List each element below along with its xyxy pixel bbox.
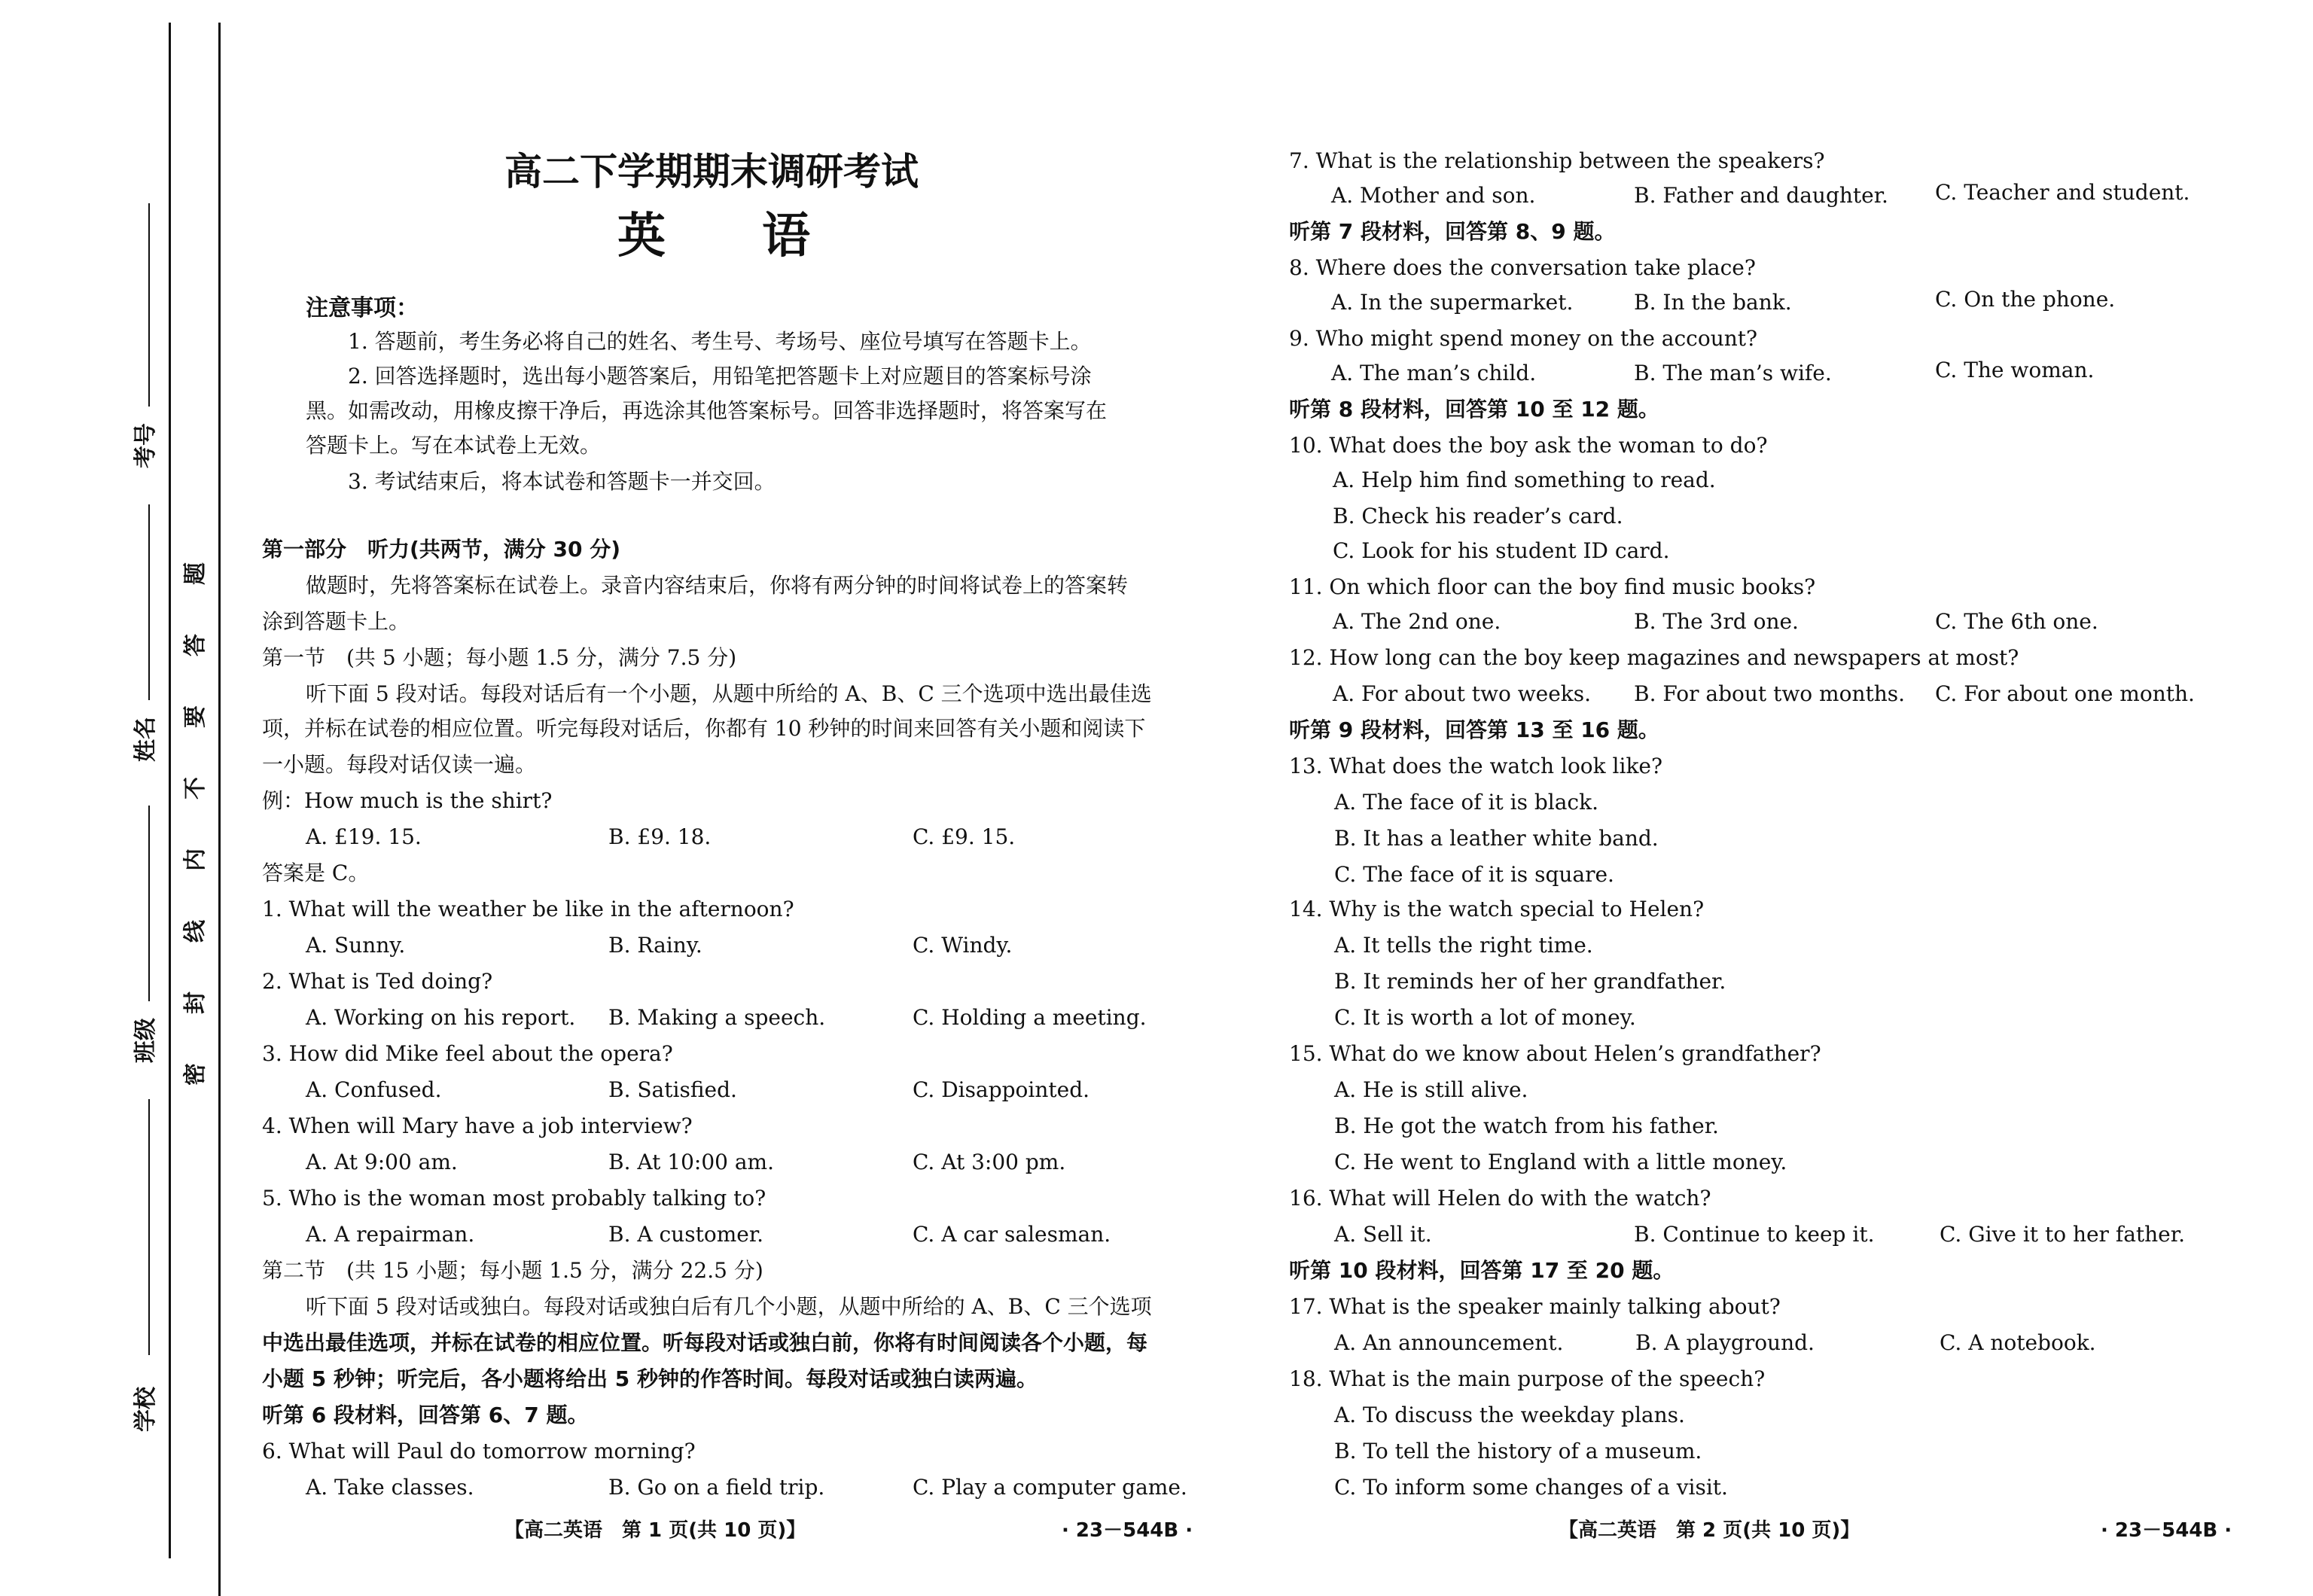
option-c: C. Windy. xyxy=(913,933,1013,958)
question-stem: 17. What is the speaker mainly talking about? xyxy=(1289,1294,1781,1319)
question-stem: 18. What is the main purpose of the speech? xyxy=(1289,1366,1766,1391)
question-stem: 8. Where does the conversation take place? xyxy=(1289,255,1756,280)
exam-number-underline xyxy=(148,203,150,407)
question-stem: 16. What will Helen do with the watch? xyxy=(1289,1186,1711,1211)
option-c: C. It is worth a lot of money. xyxy=(1334,1005,1636,1030)
option-b: B. Satisfied. xyxy=(608,1077,737,1102)
exam-number-label: 考号 xyxy=(133,423,159,468)
option-b: B. Father and daughter. xyxy=(1634,183,1888,208)
subject-title: 英 语 xyxy=(617,209,810,264)
option-a: A. Working on his report. xyxy=(306,1005,576,1030)
option-b: B. A playground. xyxy=(1635,1330,1815,1355)
question-stem: 15. What do we know about Helen’s grandfather? xyxy=(1289,1041,1821,1066)
option-a: A. The 2nd one. xyxy=(1333,609,1501,634)
option-c: C. Disappointed. xyxy=(913,1077,1090,1102)
seal-char: 内 xyxy=(182,848,209,871)
option-b: B. A customer. xyxy=(608,1222,764,1247)
option-b: B. It has a leather white band. xyxy=(1334,826,1659,851)
option-b: B. Making a speech. xyxy=(608,1005,826,1030)
option-c: C. The 6th one. xyxy=(1935,609,2098,634)
seal-char: 封 xyxy=(182,991,209,1014)
option-b: B. Check his reader’s card. xyxy=(1333,504,1623,528)
material-heading: 听第 9 段材料，回答第 13 至 16 题。 xyxy=(1289,717,1659,742)
option-a: A. He is still alive. xyxy=(1334,1077,1528,1102)
example-answer: 答案是 C。 xyxy=(262,860,370,885)
option-c: C. A car salesman. xyxy=(913,1222,1111,1247)
option-b: B. For about two months. xyxy=(1634,681,1906,706)
example-option-c: C. £9. 15. xyxy=(913,824,1016,849)
option-c: C. At 3:00 pm. xyxy=(913,1150,1066,1174)
option-c: C. Give it to her father. xyxy=(1940,1222,2185,1247)
part1-heading: 第一部分 听力(共两节，满分 30 分) xyxy=(262,537,621,562)
question-stem: 4. When will Mary have a job interview? xyxy=(262,1113,693,1138)
option-b: B. Go on a field trip. xyxy=(608,1475,825,1500)
option-c: C. A notebook. xyxy=(1940,1330,2096,1355)
material-heading: 听第 7 段材料，回答第 8、9 题。 xyxy=(1289,219,1616,244)
notice-line: 答题卡上。写在本试卷上无效。 xyxy=(306,433,602,458)
option-a: A. At 9:00 am. xyxy=(306,1150,458,1174)
option-a: A. In the supermarket. xyxy=(1331,290,1574,315)
material-heading: 听第 8 段材料，回答第 10 至 12 题。 xyxy=(1289,397,1659,422)
question-stem: 5. Who is the woman most probably talking to? xyxy=(262,1186,766,1211)
seal-char: 答 xyxy=(182,634,209,656)
section2-intro-line: 中选出最佳选项，并标在试卷的相应位置。听每段对话或独白前，你将有时间阅读各个小题，每 xyxy=(262,1330,1148,1355)
option-b: B. To tell the history of a museum. xyxy=(1334,1439,1702,1464)
question-stem: 3. How did Mike feel about the opera? xyxy=(262,1041,673,1066)
exam-title: 高二下学期期末调研考试 xyxy=(504,150,919,193)
option-c: C. Holding a meeting. xyxy=(913,1005,1147,1030)
seal-char: 线 xyxy=(182,920,209,943)
seal-char: 要 xyxy=(182,705,209,728)
section1-intro-line: 项，并标在试卷的相应位置。听完每段对话后，你都有 10 秒钟的时间来回答有关小题和阅读下 xyxy=(262,716,1146,741)
section2-heading: 第二节 (共 15 小题；每小题 1.5 分，满分 22.5 分) xyxy=(262,1258,763,1283)
option-a: A. Take classes. xyxy=(306,1475,474,1500)
class-label: 班级 xyxy=(133,1018,159,1063)
option-a: A. The face of it is black. xyxy=(1334,790,1598,815)
option-a: A. An announcement. xyxy=(1334,1330,1564,1355)
class-underline xyxy=(148,806,150,1001)
seal-char: 题 xyxy=(182,562,209,585)
option-b: B. The 3rd one. xyxy=(1634,609,1799,634)
notice-heading: 注意事项： xyxy=(306,295,419,321)
question-stem: 13. What does the watch look like? xyxy=(1289,754,1662,778)
option-a: A. Sell it. xyxy=(1334,1222,1432,1247)
example-option-b: B. £9. 18. xyxy=(608,824,712,849)
notice-line: 2. 回答选择题时，选出每小题答案后，用铅笔把答题卡上对应题目的答案标号涂 xyxy=(348,364,1092,388)
option-c: C. The woman. xyxy=(1935,358,2095,382)
option-b: B. In the bank. xyxy=(1634,290,1792,315)
option-c: C. Play a computer game. xyxy=(913,1475,1187,1500)
question-stem: 2. What is Ted doing? xyxy=(262,969,493,994)
part1-intro-line: 涂到答题卡上。 xyxy=(262,609,410,634)
question-stem: 14. Why is the watch special to Helen? xyxy=(1289,897,1705,921)
question-stem: 1. What will the weather be like in the afternoon? xyxy=(262,897,794,921)
option-c: C. To inform some changes of a visit. xyxy=(1334,1475,1728,1500)
seal-char: 密 xyxy=(182,1063,209,1086)
part1-intro-line: 做题时，先将答案标在试卷上。录音内容结束后，你将有两分钟的时间将试卷上的答案转 xyxy=(306,573,1129,598)
example-option-a: A. £19. 15. xyxy=(306,824,422,849)
option-a: A. The man’s child. xyxy=(1331,361,1537,385)
question-stem: 6. What will Paul do tomorrow morning? xyxy=(262,1439,696,1464)
option-b: B. The man’s wife. xyxy=(1634,361,1832,385)
name-underline xyxy=(148,504,150,700)
option-c: C. On the phone. xyxy=(1935,287,2116,312)
material-heading: 听第 6 段材料，回答第 6、7 题。 xyxy=(262,1403,589,1427)
option-a: A. A repairman. xyxy=(306,1222,475,1247)
school-underline xyxy=(148,1099,150,1355)
option-c: C. He went to England with a little money. xyxy=(1334,1150,1787,1174)
seal-char: 不 xyxy=(182,777,209,800)
notice-line: 黑。如需改动，用橡皮擦干净后，再选涂其他答案标号。回答非选择题时，将答案写在 xyxy=(306,398,1108,423)
option-c: C. The face of it is square. xyxy=(1334,862,1614,887)
option-a: A. Sunny. xyxy=(306,933,406,958)
notice-line: 1. 答题前，考生务必将自己的姓名、考生号、考场号、座位号填写在答题卡上。 xyxy=(348,329,1092,354)
question-stem: 11. On which floor can the boy find music books? xyxy=(1289,574,1816,599)
section2-intro-line: 听下面 5 段对话或独白。每段对话或独白后有几个小题，从题中所给的 A、B、C 三个选项 xyxy=(306,1294,1152,1319)
section2-intro-line: 小题 5 秒钟；听完后，各小题将给出 5 秒钟的作答时间。每段对话或独白读两遍。 xyxy=(262,1366,1038,1391)
name-label: 姓名 xyxy=(133,717,159,762)
page2-code: · 23－544B · xyxy=(2101,1519,2232,1542)
example-stem: 例：How much is the shirt? xyxy=(262,788,553,813)
option-a: A. Confused. xyxy=(306,1077,442,1102)
question-stem: 9. Who might spend money on the account? xyxy=(1289,326,1758,351)
option-a: A. It tells the right time. xyxy=(1334,933,1593,958)
option-a: A. To discuss the weekday plans. xyxy=(1334,1403,1685,1427)
page2-footer: 【高二英语 第 2 页(共 10 页)】 xyxy=(1559,1519,1860,1542)
option-b: B. At 10:00 am. xyxy=(608,1150,774,1174)
option-c: C. Look for his student ID card. xyxy=(1333,538,1670,563)
option-a: A. Mother and son. xyxy=(1331,183,1536,208)
question-stem: 10. What does the boy ask the woman to do? xyxy=(1289,433,1768,458)
option-c: C. For about one month. xyxy=(1935,681,2195,706)
school-label: 学校 xyxy=(133,1387,159,1432)
question-stem: 7. What is the relationship between the speakers? xyxy=(1289,148,1825,173)
section1-heading: 第一节 (共 5 小题；每小题 1.5 分，满分 7.5 分) xyxy=(262,645,737,670)
binding-line-right xyxy=(218,23,221,1596)
option-b: B. Rainy. xyxy=(608,933,702,958)
option-b: B. He got the watch from his father. xyxy=(1334,1113,1719,1138)
material-heading: 听第 10 段材料，回答第 17 至 20 题。 xyxy=(1289,1258,1675,1283)
option-b: B. It reminds her of her grandfather. xyxy=(1334,969,1726,994)
page1-footer: 【高二英语 第 1 页(共 10 页)】 xyxy=(504,1519,806,1542)
option-c: C. Teacher and student. xyxy=(1935,180,2190,205)
question-stem: 12. How long can the boy keep magazines and newspapers at most? xyxy=(1289,645,2019,670)
page1-code: · 23－544B · xyxy=(1062,1519,1193,1542)
option-b: B. Continue to keep it. xyxy=(1634,1222,1875,1247)
notice-line: 3. 考试结束后，将本试卷和答题卡一并交回。 xyxy=(348,469,776,494)
section1-intro-line: 一小题。每段对话仅读一遍。 xyxy=(262,752,537,777)
option-a: A. For about two weeks. xyxy=(1333,681,1592,706)
option-a: A. Help him find something to read. xyxy=(1333,468,1716,492)
binding-line-left xyxy=(169,23,171,1558)
section1-intro-line: 听下面 5 段对话。每段对话后有一个小题，从题中所给的 A、B、C 三个选项中选出最佳选 xyxy=(306,681,1152,706)
